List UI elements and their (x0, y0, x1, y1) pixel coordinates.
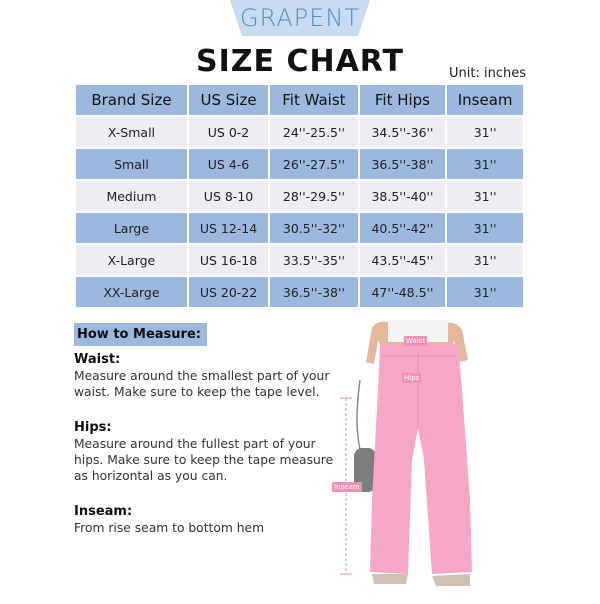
model-illustration (320, 320, 520, 600)
cell-us-size: US 12-14 (189, 213, 268, 243)
waist-instructions: Measure around the smallest part of your waist. Make sure to keep the tape level. (74, 369, 330, 399)
page-title: SIZE CHART (195, 44, 405, 79)
table-row (76, 117, 523, 147)
col-fit-waist: Fit Waist (270, 85, 357, 115)
size-chart-table (74, 83, 525, 309)
model-figure (320, 320, 520, 600)
hips-instructions: Measure around the fullest part of your hips. Make sure to keep the tape measure as horizontal as you can. (74, 437, 334, 483)
col-brand-size: Brand Size (76, 85, 187, 115)
cell-fit-waist: 36.5''-38'' (270, 277, 357, 307)
unit-label: Unit: inches (449, 66, 526, 81)
hips-title: Hips: (74, 420, 112, 435)
inseam-title: Inseam: (74, 504, 133, 519)
table-row (76, 149, 523, 179)
cell-brand-size: Large (76, 213, 187, 243)
waist-title: Waist: (74, 352, 121, 367)
table-row (76, 181, 523, 211)
table-header-row (76, 85, 523, 115)
cell-brand-size: Small (76, 149, 187, 179)
cell-inseam: 31'' (447, 181, 523, 211)
inseam-instructions: From rise seam to bottom hem (74, 521, 265, 535)
cell-brand-size: Medium (76, 181, 187, 211)
cell-inseam: 31'' (447, 117, 523, 147)
cell-fit-waist: 30.5''-32'' (270, 213, 357, 243)
cell-us-size: US 4-6 (189, 149, 268, 179)
how-to-measure-heading: How to Measure: (74, 323, 207, 346)
cell-fit-waist: 33.5''-35'' (270, 245, 357, 275)
cell-fit-hips: 36.5''-38'' (360, 149, 446, 179)
table-row (76, 277, 523, 307)
hips-tag: Hips (404, 374, 420, 382)
cell-us-size: US 20-22 (189, 277, 268, 307)
cell-fit-hips: 38.5''-40'' (360, 181, 446, 211)
cell-inseam: 31'' (447, 277, 523, 307)
cell-us-size: US 0-2 (189, 117, 268, 147)
cell-fit-waist: 28''-29.5'' (270, 181, 357, 211)
cell-fit-hips: 43.5''-45'' (360, 245, 446, 275)
brand-name: GRAPENT (240, 4, 360, 32)
brand-tab (230, 0, 370, 36)
cell-fit-waist: 24''-25.5'' (270, 117, 357, 147)
cell-fit-hips: 34.5''-36'' (360, 117, 446, 147)
inseam-tag: Inseam (334, 483, 360, 491)
cell-us-size: US 16-18 (189, 245, 268, 275)
col-us-size: US Size (189, 85, 268, 115)
cell-fit-hips: 47''-48.5'' (360, 277, 446, 307)
cell-inseam: 31'' (447, 213, 523, 243)
cell-inseam: 31'' (447, 149, 523, 179)
how-to-measure-section (74, 323, 334, 536)
cell-brand-size: X-Small (76, 117, 187, 147)
col-inseam: Inseam (447, 85, 523, 115)
table-row (76, 213, 523, 243)
cell-us-size: US 8-10 (189, 181, 268, 211)
cell-fit-hips: 40.5''-42'' (360, 213, 446, 243)
table-row (76, 245, 523, 275)
col-fit-hips: Fit Hips (360, 85, 446, 115)
cell-fit-waist: 26''-27.5'' (270, 149, 357, 179)
cell-brand-size: X-Large (76, 245, 187, 275)
cell-inseam: 31'' (447, 245, 523, 275)
cell-brand-size: XX-Large (76, 277, 187, 307)
waist-tag: Waist (406, 337, 426, 345)
